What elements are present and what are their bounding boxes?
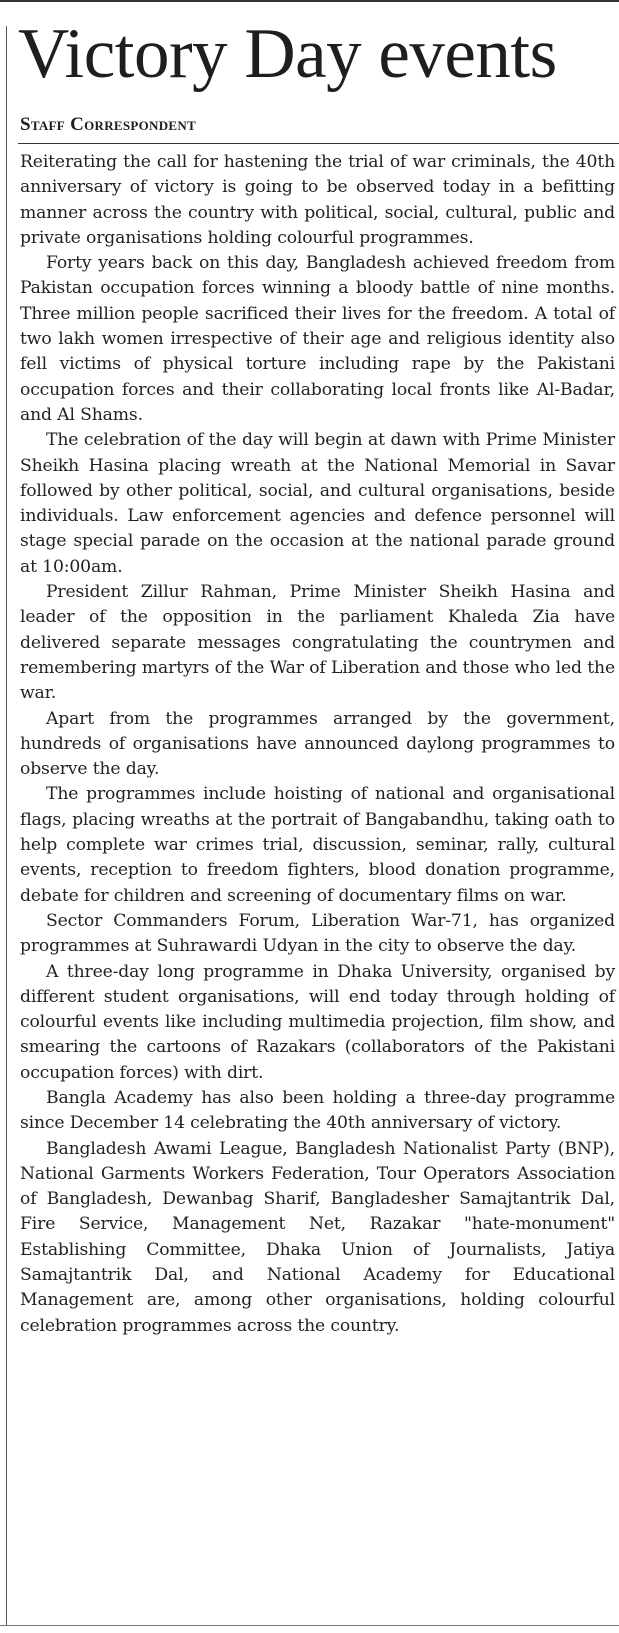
headline: Victory Day events	[18, 15, 557, 93]
bottom-rule	[0, 1625, 619, 1626]
byline-rule	[18, 143, 619, 144]
paragraph: Forty years back on this day, Bangladesh achieved freedom from Pakistan occupation forces winning a bloody battle of nine months. Three million people sacrificed their lives for the freedom. A total of two lakh women irrespective of their age and religious identity also fell victims of physical torture including rape by the Pakistani occupation forces and their collaborating local fronts like Al-Badar, and Al Shams.	[20, 253, 615, 425]
top-rule	[0, 0, 619, 6]
byline: Staff Correspondent	[20, 114, 197, 135]
paragraph: A three-day long programme in Dhaka University, organised by different student organisations, will end today through holding of colourful events like including multimedia projection, film show, and smearing the cartoons of Razakars (collaborators of the Pakistani occupation forces) with dirt.	[20, 961, 615, 1083]
paragraph: Bangladesh Awami League, Bangladesh Nationalist Party (BNP), National Garments Workers Federation, Tour Operators Association of Bangladesh, Dewanbag Sharif, Bangladesher Samajtantrik Dal, Fire Service, Management Net, Razakar "hate-monument" Establishing Committee, Dhaka Union of Journalists, Jatiya Samajtantrik Dal, and National Academy for Educational Management are, among other organisations, holding colourful celebration programmes across the country.	[20, 1138, 615, 1336]
paragraph: The programmes include hoisting of national and organisational flags, placing wreaths at the portrait of Bangabandhu, taking oath to help complete war crimes trial, discussion, seminar, rally, cultural events, reception to freedom fighters, blood donation programme, debate for children and screening of documentary films on war.	[20, 784, 615, 906]
article-body	[20, 150, 615, 1339]
paragraph: Apart from the programmes arranged by the government, hundreds of organisations have announced daylong programmes to observe the day.	[20, 708, 615, 780]
paragraph: Bangla Academy has also been holding a three-day programme since December 14 celebrating the 40th anniversary of victory.	[20, 1087, 615, 1134]
paragraph: Reiterating the call for hastening the trial of war criminals, the 40th anniversary of victory is going to be observed today in a befitting manner across the country with political, social, cultural, public and private organisations holding colourful programmes.	[20, 152, 615, 248]
paragraph: The celebration of the day will begin at dawn with Prime Minister Sheikh Hasina placing wreath at the National Memorial in Savar followed by other political, social, and cultural organisations, beside individuals. Law enforcement agencies and defence personnel will stage special parade on the occasion at the national parade ground at 10:00am.	[20, 430, 615, 577]
column-rule	[6, 26, 7, 1626]
paragraph: President Zillur Rahman, Prime Minister Sheikh Hasina and leader of the opposition in the parliament Khaleda Zia have delivered separate messages congratulating the countrymen and remembering martyrs of the War of Liberation and those who led the war.	[20, 582, 615, 704]
paragraph: Sector Commanders Forum, Liberation War-71, has organized programmes at Suhrawardi Udyan in the city to observe the day.	[20, 910, 615, 957]
